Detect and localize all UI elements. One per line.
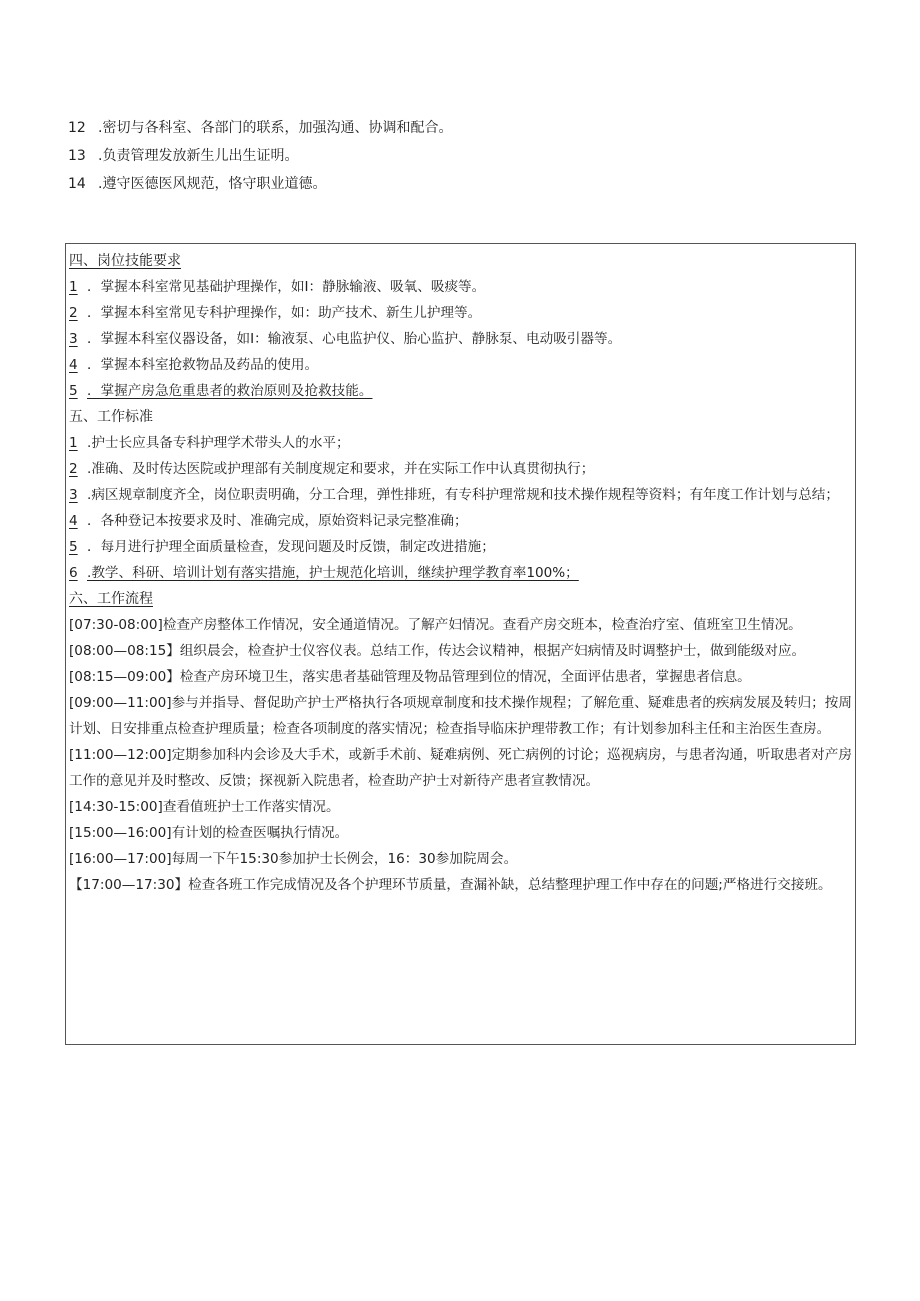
- standards-heading: 五、工作标准: [69, 409, 153, 425]
- skills-item: 4 ．掌握本科室抢救物品及药品的使用。: [69, 357, 319, 373]
- content-table: [65, 243, 856, 1045]
- list-item: 12 .密切与各科室、各部门的联系，加强沟通、协调和配合。: [68, 120, 453, 136]
- workflow-heading: 六、工作流程: [69, 591, 153, 607]
- top-list: [68, 114, 848, 198]
- workflow-step: [07:30-08:00]检查产房整体工作情况，安全通道情况。了解产妇情况。查看产房交班本，检查治疗室、值班室卫生情况。: [69, 617, 802, 633]
- workflow-step: [08:00—08:15】组织晨会，检查护士仪容仪表。总结工作，传达会议精神，根据产妇病情及时调整护士，做到能级对应。: [69, 643, 806, 659]
- workflow-step: [15:00—16:00]有计划的检查医嘱执行情况。: [69, 825, 349, 841]
- workflow-step: 【17:00—17:30】检查各班工作完成情况及各个护理环节质量，查漏补缺，总结整理护理工作中存在的问题;严格进行交接班。: [69, 877, 832, 893]
- skills-heading: 四、岗位技能要求: [69, 253, 181, 269]
- standards-item: 2 .准确、及时传达医院或护理部有关制度规定和要求，并在实际工作中认真贯彻执行；: [69, 461, 595, 477]
- standards-item: 3 .病区规章制度齐全，岗位职责明确，分工合理，弹性排班，有专科护理常规和技术操作规程等资料；有年度工作计划与总结；: [69, 487, 839, 503]
- skills-item: 3 ．掌握本科室仪器设备，如I：输液泵、心电监护仪、胎心监护、静脉泵、电动吸引器等。: [69, 331, 622, 347]
- workflow-step: [08:15—09:00】检查产房环境卫生，落实患者基础管理及物品管理到位的情况，全面评估患者，掌握患者信息。: [69, 669, 751, 685]
- standards-item: 5 ．每月进行护理全面质量检查，发现问题及时反馈，制定改进措施；: [69, 539, 495, 555]
- workflow-step: [14:30-15:00]查看值班护士工作落实情况。: [69, 799, 340, 815]
- standards-item: 1 .护士长应具备专科护理学术带头人的水平；: [69, 435, 350, 451]
- workflow-step: [09:00—11:00]参与并指导、督促助产护士严格执行各项规章制度和技术操作规程；了解危重、疑难患者的疾病发展及转归；按周计划、日安排重点检查护理质量；检查各项制度的落实情况；检查指导临床护理带教工作；有计划参加科主任和主治医生查房。: [69, 695, 852, 737]
- skills-item: 5 ．掌握产房急危重患者的救治原则及抢救技能。: [69, 383, 373, 399]
- skills-item: 1 ．掌握本科室常见基础护理操作，如I：静脉输液、吸氧、吸痰等。: [69, 279, 486, 295]
- list-item: 13 .负责管理发放新生儿出生证明。: [68, 148, 299, 164]
- workflow-step: [16:00—17:00]每周一下午15:30参加护士长例会，16：30参加院周会。: [69, 851, 518, 867]
- standards-item: 4 ．各种登记本按要求及时、准确完成，原始资料记录完整准确；: [69, 513, 468, 529]
- workflow-step: [11:00—12:00]定期参加科内会诊及大手术，或新手术前、疑难病例、死亡病例的讨论；巡视病房，与患者沟通，听取患者对产房工作的意见并及时整改、反馈；探视新入院患者，检查助产护士对新待产患者宣教情况。: [69, 747, 852, 789]
- standards-item: 6 .教学、科研、培训计划有落实措施，护士规范化培训，继续护理学教育率100%；: [69, 565, 579, 581]
- skills-item: 2 ．掌握本科室常见专科护理操作，如：助产技术、新生儿护理等。: [69, 305, 482, 321]
- list-item: 14 .遵守医德医风规范，恪守职业道德。: [68, 176, 327, 192]
